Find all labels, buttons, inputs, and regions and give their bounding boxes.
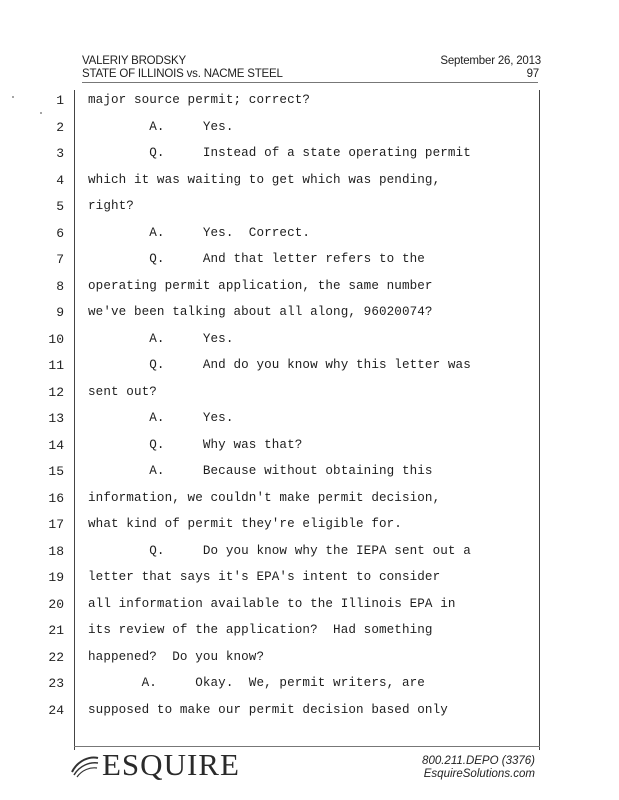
transcript-line [0,411,619,437]
transcript-line [0,279,619,305]
transcript-line [0,120,619,146]
line-text: A. Yes. [88,331,234,346]
line-number: 22 [48,649,64,665]
footer-website[interactable]: EsquireSolutions.com [423,768,535,780]
line-number: 8 [56,278,64,294]
line-number: 14 [48,437,64,453]
line-number: 6 [56,225,64,241]
line-text: all information available to the Illinois EPA in [88,596,456,611]
line-number: 2 [56,119,64,135]
line-text: supposed to make our permit decision based only [88,702,448,717]
line-text: A. Yes. Correct. [88,225,311,240]
line-number: 15 [48,464,64,479]
line-text: major source permit; correct? [88,93,311,107]
line-number: 4 [56,172,64,188]
transcript-line [0,332,619,358]
line-text: A. Because without obtaining this [88,464,433,478]
line-number: 7 [56,252,64,267]
line-text: sent out? [88,384,157,399]
transcript-line [0,226,619,252]
line-number: 16 [48,490,64,506]
line-text: information, we couldn't make permit decision, [88,490,441,505]
top-divider [82,82,538,83]
line-text: what kind of permit they're eligible for. [88,517,402,531]
transcript-line [0,623,619,649]
line-text: A. Yes. [88,119,234,134]
line-number: 18 [48,543,64,559]
transcript-line [0,544,619,570]
line-text: we've been talking about all along, 96020074? [88,305,433,319]
line-number: 5 [56,199,64,214]
transcript-line [0,252,619,278]
line-number: 1 [56,93,64,108]
esquire-logo [70,747,240,782]
transcript-line [0,146,619,172]
page-number: 97 [526,68,539,80]
line-number: 9 [56,305,64,320]
line-number: 19 [48,570,64,585]
logo-wordmark: ESQUIRE [102,747,240,782]
transcript-line [0,358,619,384]
line-text: which it was waiting to get which was pending, [88,172,441,187]
line-text: Q. And that letter refers to the [88,252,425,266]
case-title: STATE OF ILLINOIS vs. NACME STEEL [82,68,283,80]
line-text: right? [88,199,134,213]
transcript-line [0,650,619,676]
witness-name: VALERIY BRODSKY [82,55,186,67]
transcript-line [0,517,619,543]
line-number: 17 [48,517,64,532]
transcript-line [0,491,619,517]
line-number: 13 [48,411,64,426]
line-text: Q. Why was that? [88,437,303,452]
line-number: 10 [48,331,64,347]
transcript-line [0,570,619,596]
line-number: 23 [48,676,64,691]
line-number: 24 [48,702,64,718]
line-number: 21 [48,623,64,638]
line-text: Q. Do you know why the IEPA sent out a [88,543,471,558]
scan-speck [40,112,42,114]
transcript-line [0,464,619,490]
footer-phone: 800.211.DEPO (3376) [422,755,535,767]
line-text: Q. And do you know why this letter was [88,358,471,372]
transcript-line [0,676,619,702]
transcript-line [0,597,619,623]
line-text: operating permit application, the same number [88,278,433,293]
transcript-line [0,438,619,464]
line-text: Q. Instead of a state operating permit [88,146,471,160]
scan-speck [12,96,14,98]
line-text: its review of the application? Had something [88,623,433,637]
line-text: letter that says it's EPA's intent to consider [88,570,441,584]
transcript-line [0,703,619,729]
line-number: 3 [56,146,64,161]
line-text: A. Okay. We, permit writers, are [88,676,425,690]
line-number: 20 [48,596,64,612]
line-text: happened? Do you know? [88,649,265,664]
line-number: 11 [48,358,64,373]
line-number: 12 [48,384,64,400]
transcript-line [0,93,619,119]
deposition-date: September 26, 2013 [440,55,541,67]
transcript-line [0,385,619,411]
line-text: A. Yes. [88,411,234,425]
transcript-line [0,173,619,199]
esquire-swoosh-icon [70,752,100,778]
transcript-line [0,199,619,225]
transcript-line [0,305,619,331]
